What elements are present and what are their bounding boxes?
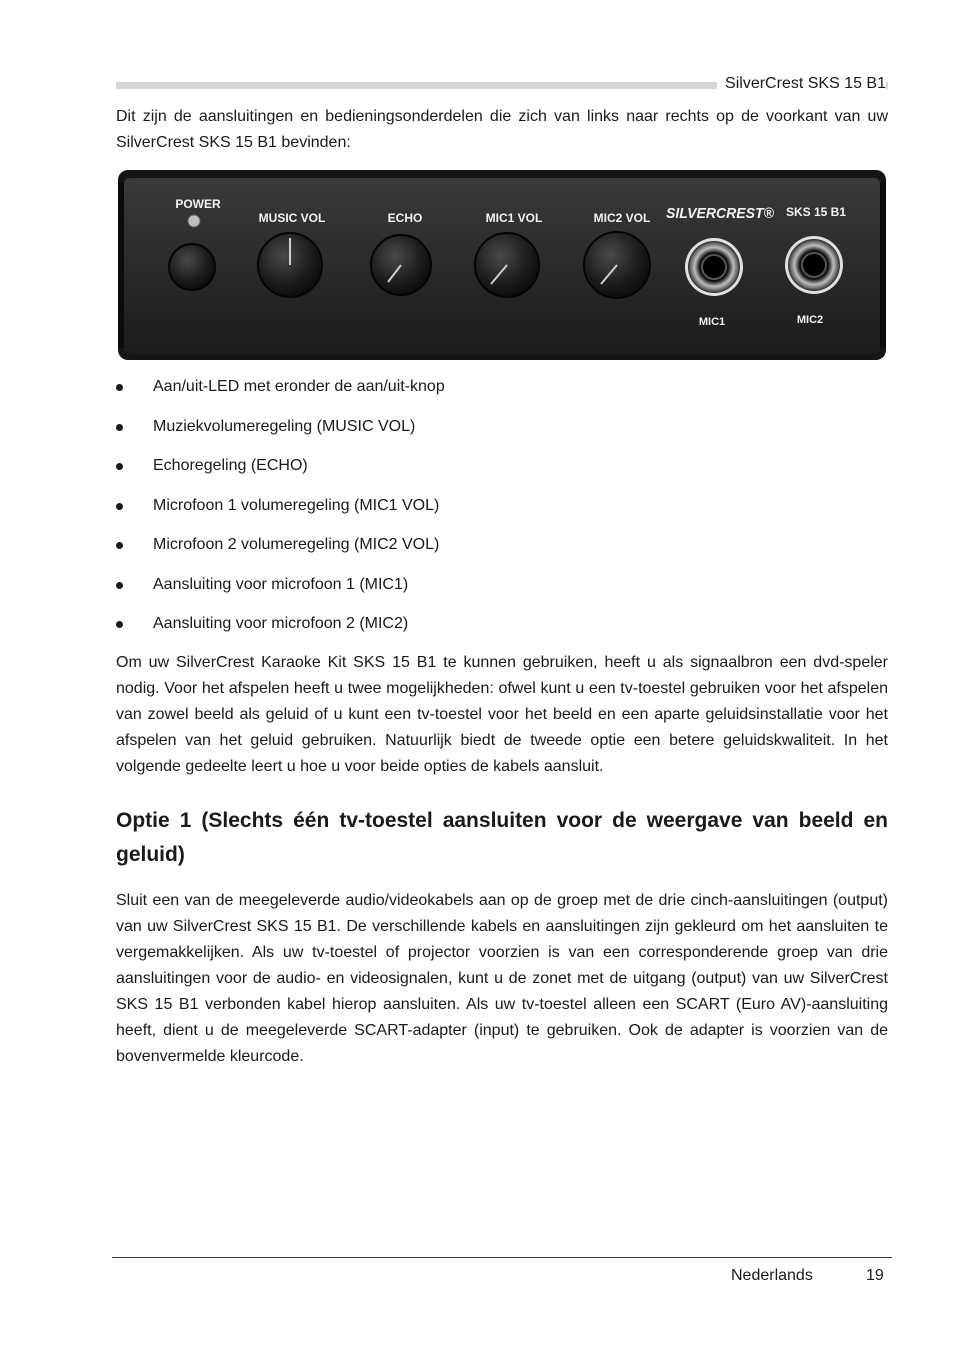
echo-knob	[371, 235, 431, 295]
mic1-jack-label: MIC1	[698, 316, 726, 328]
list-item-text: Microfoon 2 volumeregeling (MIC2 VOL)	[153, 536, 440, 553]
list-item	[116, 414, 888, 454]
bullet-icon	[116, 424, 123, 431]
list-item	[116, 374, 888, 414]
list-item-text: Aansluiting voor microfoon 1 (MIC1)	[153, 575, 409, 593]
list-item-text: Aan/uit-LED met eronder de aan/uit-knop	[153, 378, 445, 395]
model-label: SKS 15 B1	[785, 205, 847, 219]
music-vol-label: MUSIC VOL	[258, 211, 326, 225]
power-label: POWER	[175, 197, 221, 211]
bullet-icon	[116, 463, 123, 470]
page-number: 19	[866, 1267, 884, 1284]
mic2-vol-label: MIC2 VOL	[593, 211, 651, 225]
list-item	[116, 572, 888, 612]
footer-language: Nederlands	[731, 1267, 813, 1284]
header-title: SilverCrest SKS 15 B1	[717, 74, 886, 94]
bullet-icon	[116, 542, 123, 549]
mic2-jack	[785, 236, 843, 294]
list-item-text: Aansluiting voor microfoon 2 (MIC2)	[153, 615, 409, 632]
echo-label: ECHO	[387, 211, 423, 225]
bullet-icon	[116, 582, 123, 589]
mic1-vol-label: MIC1 VOL	[485, 211, 543, 225]
option1-paragraph: Sluit een van de meegeleverde audio/videokabels aan op de groep met de drie cinch-aansluitingen (output) van uw SilverCrest SKS 15 B1. De verschillende kabels en aansluitingen zijn gekleurd om het aansluiten te vergemakkelijken. Als uw tv-toestel of projector voorzien is van een corresponderende groep van drie aansluitingen voor de audio- en videosignalen, kunt u de zonet met de uitgang (output) van uw SilverCrest SKS 15 B1 verbonden kabel hierop aansluiten. Als uw tv-toestel alleen een SCART (Euro AV)-aansluiting heeft, dient u de meegeleverde SCART-adapter (input) te gebruiken. Ook de adapter is voorzien van de bovenvermelde kleurcode.	[116, 892, 888, 1065]
footer-rule	[112, 1257, 892, 1258]
list-item-text: Echoregeling (ECHO)	[153, 457, 308, 474]
power-led	[188, 215, 200, 227]
mic2-vol-knob	[584, 232, 650, 298]
brand-logo: SILVERCREST®	[666, 205, 775, 222]
mic1-vol-knob	[475, 233, 539, 297]
music-vol-knob	[258, 233, 322, 297]
usage-paragraph: Om uw SilverCrest Karaoke Kit SKS 15 B1 te kunnen gebruiken, heeft u als signaalbron een dvd-speler nodig. Voor het afspelen heeft u twee mogelijkheden: ofwel kunt u een tv-toestel gebruiken voor het afspelen van zowel beeld als geluid of u kunt een tv-toestel voor het beeld en een aparte geluidsinstallatie voor het afspelen van het geluid gebruiken. Natuurlijk biedt de tweede optie een betere geluidskwaliteit. In het volgende gedeelte leert u hoe u voor beide opties de kabels aansluit.	[116, 654, 888, 775]
list-item	[116, 611, 888, 651]
component-list	[116, 374, 888, 651]
power-button	[169, 244, 215, 290]
intro-paragraph: Dit zijn de aansluitingen en bedieningsonderdelen die zich van links naar rechts op de voorkant van uw SilverCrest SKS 15 B1 bevinden:	[116, 108, 888, 151]
mic2-jack-label: MIC2	[796, 314, 824, 326]
bullet-icon	[116, 503, 123, 510]
bullet-icon	[116, 384, 123, 391]
list-item-text: Muziekvolumeregeling (MUSIC VOL)	[153, 417, 416, 435]
bullet-icon	[116, 621, 123, 628]
list-item	[116, 453, 888, 493]
list-item	[116, 532, 888, 572]
list-item-text: Microfoon 1 volumeregeling (MIC1 VOL)	[153, 496, 440, 514]
mic1-jack	[685, 238, 743, 296]
section-heading: Optie 1 (Slechts één tv-toestel aansluiten voor de weergave van beeld en geluid)	[116, 809, 888, 866]
list-item	[116, 493, 888, 533]
device-front-panel-image	[118, 170, 886, 360]
